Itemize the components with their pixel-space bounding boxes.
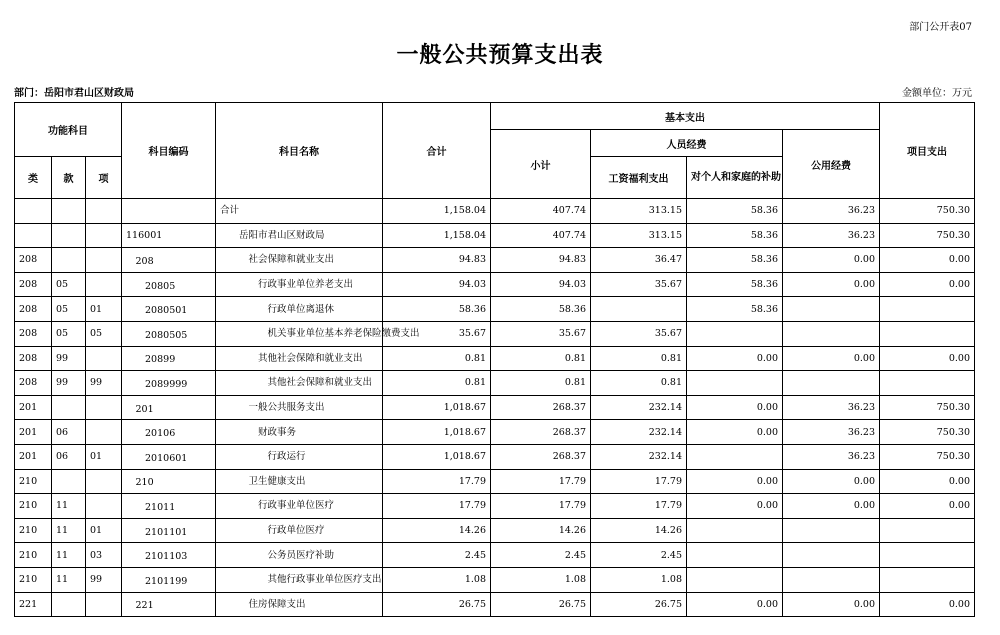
cell-subject-name: 其他社会保障和就业支出	[216, 371, 383, 396]
cell-total: 1,158.04	[383, 223, 491, 248]
cell-lei: 208	[15, 346, 52, 371]
cell-personal-household: 0.00	[687, 420, 783, 445]
cell-public-expense	[783, 518, 880, 543]
cell-total: 94.03	[383, 272, 491, 297]
cell-subject-name: 行政单位离退休	[216, 297, 383, 322]
cell-xiang	[86, 346, 122, 371]
amount-unit-label: 金额单位：万元	[902, 88, 972, 99]
table-row	[15, 248, 975, 273]
cell-project-expense: 0.00	[880, 469, 975, 494]
cell-xiang	[86, 592, 122, 617]
cell-project-expense: 750.30	[880, 444, 975, 469]
cell-xiang	[86, 494, 122, 519]
cell-subtotal: 14.26	[491, 518, 591, 543]
cell-kuan	[52, 199, 86, 224]
cell-personal-household: 0.00	[687, 469, 783, 494]
cell-personal-household: 58.36	[687, 223, 783, 248]
cell-project-expense: 0.00	[880, 248, 975, 273]
table-row	[15, 395, 975, 420]
cell-public-expense: 36.23	[783, 199, 880, 224]
cell-lei	[15, 223, 52, 248]
cell-lei	[15, 199, 52, 224]
cell-total: 14.26	[383, 518, 491, 543]
cell-subject-name: 行政事业单位养老支出	[216, 272, 383, 297]
cell-wage-welfare: 0.81	[591, 346, 687, 371]
cell-personal-household	[687, 567, 783, 592]
cell-personal-household: 0.00	[687, 395, 783, 420]
cell-total: 1,018.67	[383, 444, 491, 469]
cell-subject-name: 住房保障支出	[216, 592, 383, 617]
cell-wage-welfare	[591, 297, 687, 322]
cell-wage-welfare: 36.47	[591, 248, 687, 273]
cell-public-expense: 0.00	[783, 592, 880, 617]
cell-kuan	[52, 592, 86, 617]
header-kuan: 款	[52, 157, 86, 199]
cell-subject-name: 岳阳市君山区财政局	[216, 223, 383, 248]
cell-total: 1,018.67	[383, 420, 491, 445]
cell-wage-welfare: 35.67	[591, 272, 687, 297]
cell-xiang: 99	[86, 371, 122, 396]
cell-subject-code: 210	[122, 469, 216, 494]
cell-lei: 210	[15, 518, 52, 543]
cell-subject-code: 2101103	[122, 543, 216, 568]
cell-subject-code: 116001	[122, 223, 216, 248]
cell-total: 0.81	[383, 371, 491, 396]
header-subject-code: 科目编码	[122, 103, 216, 199]
cell-subtotal: 268.37	[491, 444, 591, 469]
cell-kuan: 11	[52, 494, 86, 519]
cell-personal-household	[687, 321, 783, 346]
cell-subject-name: 机关事业单位基本养老保险缴费支出	[216, 321, 383, 346]
cell-subtotal: 268.37	[491, 420, 591, 445]
cell-subject-code: 208	[122, 248, 216, 273]
table-row	[15, 567, 975, 592]
cell-project-expense: 750.30	[880, 199, 975, 224]
cell-kuan: 06	[52, 420, 86, 445]
cell-project-expense	[880, 518, 975, 543]
cell-kuan	[52, 469, 86, 494]
cell-subtotal: 407.74	[491, 223, 591, 248]
cell-personal-household: 58.36	[687, 297, 783, 322]
header-project-expense: 项目支出	[880, 103, 975, 199]
cell-subject-code: 20899	[122, 346, 216, 371]
header-subtotal: 小计	[491, 130, 591, 199]
cell-total: 58.36	[383, 297, 491, 322]
cell-project-expense	[880, 543, 975, 568]
cell-public-expense: 36.23	[783, 223, 880, 248]
cell-subject-code: 201	[122, 395, 216, 420]
cell-subtotal: 26.75	[491, 592, 591, 617]
cell-subject-name: 行政单位医疗	[216, 518, 383, 543]
table-row	[15, 469, 975, 494]
cell-xiang	[86, 223, 122, 248]
cell-public-expense: 0.00	[783, 469, 880, 494]
cell-public-expense	[783, 371, 880, 396]
cell-subtotal: 94.03	[491, 272, 591, 297]
cell-xiang: 99	[86, 567, 122, 592]
cell-kuan: 06	[52, 444, 86, 469]
cell-subtotal: 0.81	[491, 346, 591, 371]
header-public-expense: 公用经费	[783, 130, 880, 199]
cell-lei: 221	[15, 592, 52, 617]
header-subject-name: 科目名称	[216, 103, 383, 199]
cell-subtotal: 0.81	[491, 371, 591, 396]
cell-public-expense: 0.00	[783, 346, 880, 371]
cell-xiang	[86, 395, 122, 420]
cell-subject-name: 卫生健康支出	[216, 469, 383, 494]
header-function-subject: 功能科目	[15, 103, 122, 157]
cell-project-expense: 0.00	[880, 494, 975, 519]
cell-personal-household: 58.36	[687, 272, 783, 297]
cell-kuan: 05	[52, 272, 86, 297]
cell-subtotal: 1.08	[491, 567, 591, 592]
cell-public-expense	[783, 297, 880, 322]
cell-subject-code: 2010601	[122, 444, 216, 469]
header-lei: 类	[15, 157, 52, 199]
cell-kuan: 05	[52, 297, 86, 322]
cell-public-expense: 36.23	[783, 444, 880, 469]
cell-personal-household	[687, 543, 783, 568]
cell-xiang	[86, 469, 122, 494]
cell-wage-welfare: 0.81	[591, 371, 687, 396]
cell-subtotal: 94.83	[491, 248, 591, 273]
cell-total: 1,158.04	[383, 199, 491, 224]
cell-personal-household: 0.00	[687, 592, 783, 617]
cell-lei: 210	[15, 469, 52, 494]
cell-subject-code: 20106	[122, 420, 216, 445]
cell-project-expense: 750.30	[880, 420, 975, 445]
cell-public-expense: 0.00	[783, 494, 880, 519]
table-row	[15, 420, 975, 445]
cell-total: 35.67	[383, 321, 491, 346]
cell-project-expense: 750.30	[880, 223, 975, 248]
cell-wage-welfare: 232.14	[591, 444, 687, 469]
cell-wage-welfare: 232.14	[591, 395, 687, 420]
cell-wage-welfare: 26.75	[591, 592, 687, 617]
table-row	[15, 444, 975, 469]
header-xiang: 项	[86, 157, 122, 199]
cell-lei: 201	[15, 395, 52, 420]
cell-kuan: 11	[52, 567, 86, 592]
header-total: 合计	[383, 103, 491, 199]
cell-subject-code: 2089999	[122, 371, 216, 396]
cell-subtotal: 268.37	[491, 395, 591, 420]
cell-project-expense: 0.00	[880, 346, 975, 371]
cell-lei: 201	[15, 420, 52, 445]
cell-total: 26.75	[383, 592, 491, 617]
cell-total: 17.79	[383, 469, 491, 494]
cell-lei: 208	[15, 297, 52, 322]
cell-personal-household: 58.36	[687, 199, 783, 224]
cell-wage-welfare: 313.15	[591, 199, 687, 224]
cell-public-expense: 0.00	[783, 248, 880, 273]
cell-public-expense: 36.23	[783, 395, 880, 420]
cell-subtotal: 17.79	[491, 494, 591, 519]
table-row	[15, 371, 975, 396]
cell-subject-name: 社会保障和就业支出	[216, 248, 383, 273]
budget-expenditure-table	[14, 102, 975, 617]
cell-xiang	[86, 248, 122, 273]
cell-project-expense: 0.00	[880, 272, 975, 297]
table-row	[15, 321, 975, 346]
cell-total: 2.45	[383, 543, 491, 568]
cell-kuan	[52, 248, 86, 273]
cell-subtotal: 58.36	[491, 297, 591, 322]
department-label: 部门：岳阳市君山区财政局	[14, 88, 134, 99]
cell-subtotal: 407.74	[491, 199, 591, 224]
cell-lei: 210	[15, 494, 52, 519]
cell-lei: 201	[15, 444, 52, 469]
cell-project-expense	[880, 321, 975, 346]
cell-kuan: 11	[52, 543, 86, 568]
cell-kuan: 99	[52, 371, 86, 396]
cell-personal-household	[687, 518, 783, 543]
cell-subtotal: 2.45	[491, 543, 591, 568]
cell-lei: 210	[15, 543, 52, 568]
cell-personal-household: 0.00	[687, 494, 783, 519]
cell-kuan: 11	[52, 518, 86, 543]
cell-xiang: 03	[86, 543, 122, 568]
cell-total: 1.08	[383, 567, 491, 592]
cell-total: 0.81	[383, 346, 491, 371]
cell-subject-code: 221	[122, 592, 216, 617]
cell-wage-welfare: 17.79	[591, 469, 687, 494]
cell-subject-name: 其他行政事业单位医疗支出	[216, 567, 383, 592]
header-basic-expense: 基本支出	[491, 103, 880, 130]
table-row	[15, 223, 975, 248]
table-row	[15, 592, 975, 617]
cell-subject-code: 20805	[122, 272, 216, 297]
cell-kuan: 05	[52, 321, 86, 346]
table-row	[15, 494, 975, 519]
cell-public-expense	[783, 567, 880, 592]
table-row	[15, 272, 975, 297]
cell-subtotal: 17.79	[491, 469, 591, 494]
cell-personal-household	[687, 371, 783, 396]
cell-subject-code: 2080505	[122, 321, 216, 346]
cell-xiang	[86, 199, 122, 224]
header-wage-welfare: 工资福利支出	[591, 157, 687, 199]
cell-total: 94.83	[383, 248, 491, 273]
cell-personal-household	[687, 444, 783, 469]
header-personnel: 人员经费	[591, 130, 783, 157]
cell-xiang	[86, 420, 122, 445]
cell-xiang: 05	[86, 321, 122, 346]
cell-lei: 208	[15, 272, 52, 297]
cell-public-expense: 0.00	[783, 272, 880, 297]
cell-public-expense	[783, 543, 880, 568]
cell-subtotal: 35.67	[491, 321, 591, 346]
cell-wage-welfare: 1.08	[591, 567, 687, 592]
table-row	[15, 518, 975, 543]
cell-project-expense	[880, 371, 975, 396]
form-number: 部门公开表07	[909, 22, 972, 33]
cell-total: 17.79	[383, 494, 491, 519]
cell-project-expense	[880, 567, 975, 592]
cell-subject-name: 合计	[216, 199, 383, 224]
cell-subject-code: 2080501	[122, 297, 216, 322]
cell-project-expense: 750.30	[880, 395, 975, 420]
cell-subject-code: 2101101	[122, 518, 216, 543]
cell-wage-welfare: 35.67	[591, 321, 687, 346]
cell-kuan: 99	[52, 346, 86, 371]
cell-project-expense	[880, 297, 975, 322]
table-row	[15, 199, 975, 224]
table-row	[15, 346, 975, 371]
cell-xiang: 01	[86, 518, 122, 543]
cell-personal-household: 0.00	[687, 346, 783, 371]
cell-xiang: 01	[86, 297, 122, 322]
cell-subject-name: 行政运行	[216, 444, 383, 469]
cell-public-expense	[783, 321, 880, 346]
header-personal-household: 对个人和家庭的补助	[687, 157, 783, 199]
cell-subject-code	[122, 199, 216, 224]
cell-public-expense: 36.23	[783, 420, 880, 445]
cell-wage-welfare: 14.26	[591, 518, 687, 543]
cell-subject-code: 2101199	[122, 567, 216, 592]
cell-lei: 210	[15, 567, 52, 592]
cell-subject-name: 公务员医疗补助	[216, 543, 383, 568]
cell-wage-welfare: 313.15	[591, 223, 687, 248]
table-row	[15, 543, 975, 568]
cell-lei: 208	[15, 248, 52, 273]
cell-total: 1,018.67	[383, 395, 491, 420]
cell-xiang	[86, 272, 122, 297]
cell-xiang: 01	[86, 444, 122, 469]
cell-wage-welfare: 17.79	[591, 494, 687, 519]
cell-lei: 208	[15, 321, 52, 346]
cell-kuan	[52, 223, 86, 248]
cell-wage-welfare: 2.45	[591, 543, 687, 568]
page-title: 一般公共预算支出表	[396, 42, 604, 68]
cell-subject-name: 行政事业单位医疗	[216, 494, 383, 519]
cell-project-expense: 0.00	[880, 592, 975, 617]
cell-wage-welfare: 232.14	[591, 420, 687, 445]
cell-lei: 208	[15, 371, 52, 396]
cell-subject-code: 21011	[122, 494, 216, 519]
cell-kuan	[52, 395, 86, 420]
cell-personal-household: 58.36	[687, 248, 783, 273]
cell-subject-name: 财政事务	[216, 420, 383, 445]
cell-subject-name: 一般公共服务支出	[216, 395, 383, 420]
table-row	[15, 297, 975, 322]
cell-subject-name: 其他社会保障和就业支出	[216, 346, 383, 371]
